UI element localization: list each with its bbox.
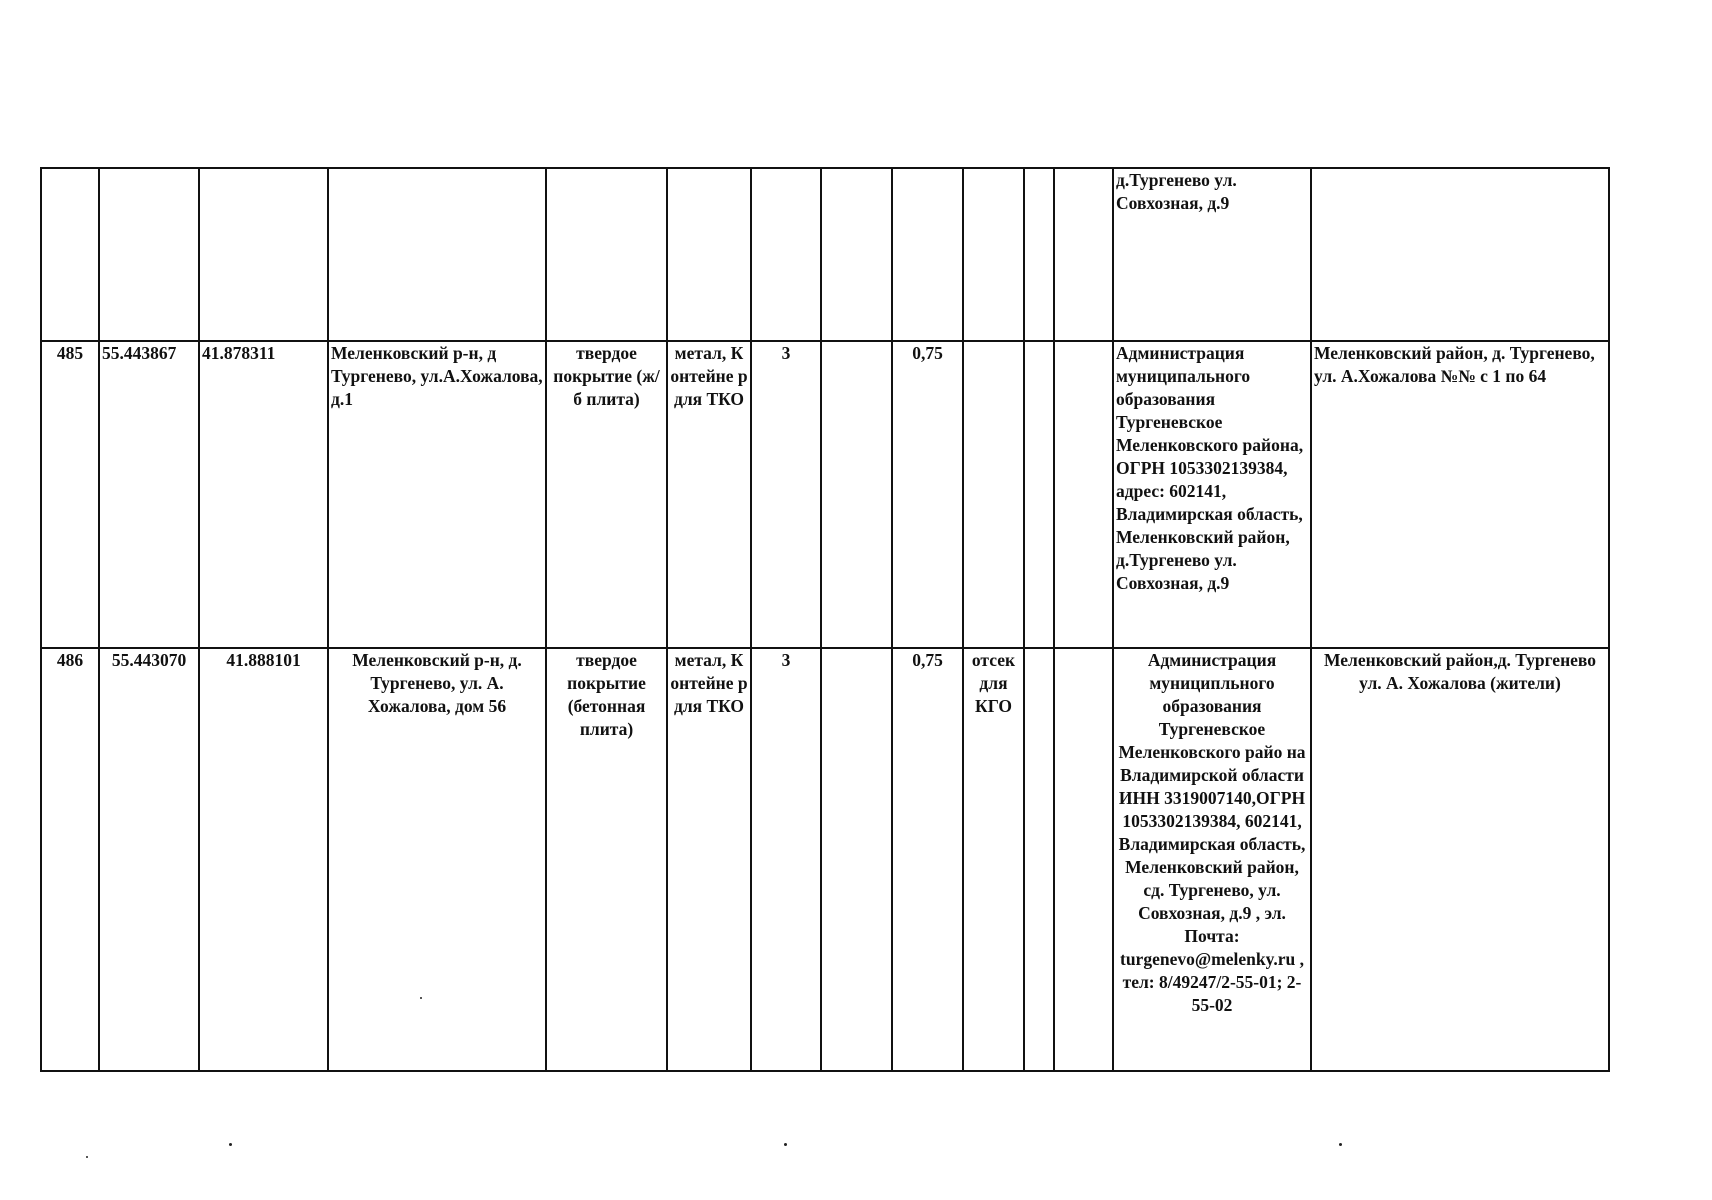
row-number: 485 (41, 341, 99, 648)
blank-cell (821, 341, 892, 648)
surface-cell: твердое покрытие (бетонная плита) (546, 648, 667, 1071)
address-cell (328, 168, 546, 341)
longitude-cell (199, 168, 328, 341)
row-number (41, 168, 99, 341)
scan-speck (86, 1156, 88, 1158)
blank-cell (1054, 648, 1113, 1071)
blank-cell (821, 168, 892, 341)
container-count-cell: 3 (751, 341, 821, 648)
volume-cell: 0,75 (892, 341, 963, 648)
kgo-cell (963, 168, 1024, 341)
kgo-cell: отсек для КГО (963, 648, 1024, 1071)
served-addresses-cell (1311, 168, 1609, 341)
latitude-cell (99, 168, 199, 341)
scan-speck (229, 1143, 232, 1146)
volume-cell: 0,75 (892, 648, 963, 1071)
table-row (41, 341, 1609, 648)
blank-cell (1054, 341, 1113, 648)
owner-cell: Администрация муниципального образования Тургеневское Меленковского района, ОГРН 1053302139384, адрес: 602141, Владимирская область, Меленковский район, д.Тургенево ул. Совхозная, д.9 (1113, 341, 1311, 648)
row-number: 486 (41, 648, 99, 1071)
blank-cell (1024, 648, 1054, 1071)
longitude-cell: 41.878311 (199, 341, 328, 648)
owner-cell: д.Тургенево ул. Совхозная, д.9 (1113, 168, 1311, 341)
scan-speck (784, 1143, 787, 1146)
container-sites-table (40, 167, 1610, 1072)
scan-speck (1339, 1143, 1342, 1146)
container-type-cell: метал, К онтейне р для ТКО (667, 341, 751, 648)
served-addresses-cell: Меленковский район, д. Тургенево, ул. А.Хожалова №№ с 1 по 64 (1311, 341, 1609, 648)
address-cell: Меленковский р-н, д Тургенево, ул.А.Хожалова, д.1 (328, 341, 546, 648)
volume-cell (892, 168, 963, 341)
owner-cell: Администрация муниципльного образования Тургеневское Меленковского райо на Владимирской области ИНН 3319007140,ОГРН 1053302139384, 602141, Владимирская область, Меленковский район, сд. Тургенево, ул. Совхозная, д.9 , эл. Почта: turgenevo@melenky.ru , тел: 8/49247/2-55-01; 2-55-02 (1113, 648, 1311, 1071)
served-addresses-cell: Меленковский район,д. Тургенево ул. А. Хожалова (жители) (1311, 648, 1609, 1071)
table-row (41, 648, 1609, 1071)
kgo-cell (963, 341, 1024, 648)
surface-cell: твердое покрытие (ж/б плита) (546, 341, 667, 648)
blank-cell (1054, 168, 1113, 341)
latitude-cell: 55.443867 (99, 341, 199, 648)
blank-cell (1024, 168, 1054, 341)
table-row (41, 168, 1609, 341)
surface-cell (546, 168, 667, 341)
container-type-cell (667, 168, 751, 341)
container-count-cell (751, 168, 821, 341)
longitude-cell: 41.888101 (199, 648, 328, 1071)
blank-cell (821, 648, 892, 1071)
address-cell: Меленковский р-н, д. Тургенево, ул. А. Хожалова, дом 56 (328, 648, 546, 1071)
container-type-cell: метал, К онтейне р для ТКО (667, 648, 751, 1071)
latitude-cell: 55.443070 (99, 648, 199, 1071)
container-count-cell: 3 (751, 648, 821, 1071)
scan-speck (420, 997, 422, 999)
blank-cell (1024, 341, 1054, 648)
